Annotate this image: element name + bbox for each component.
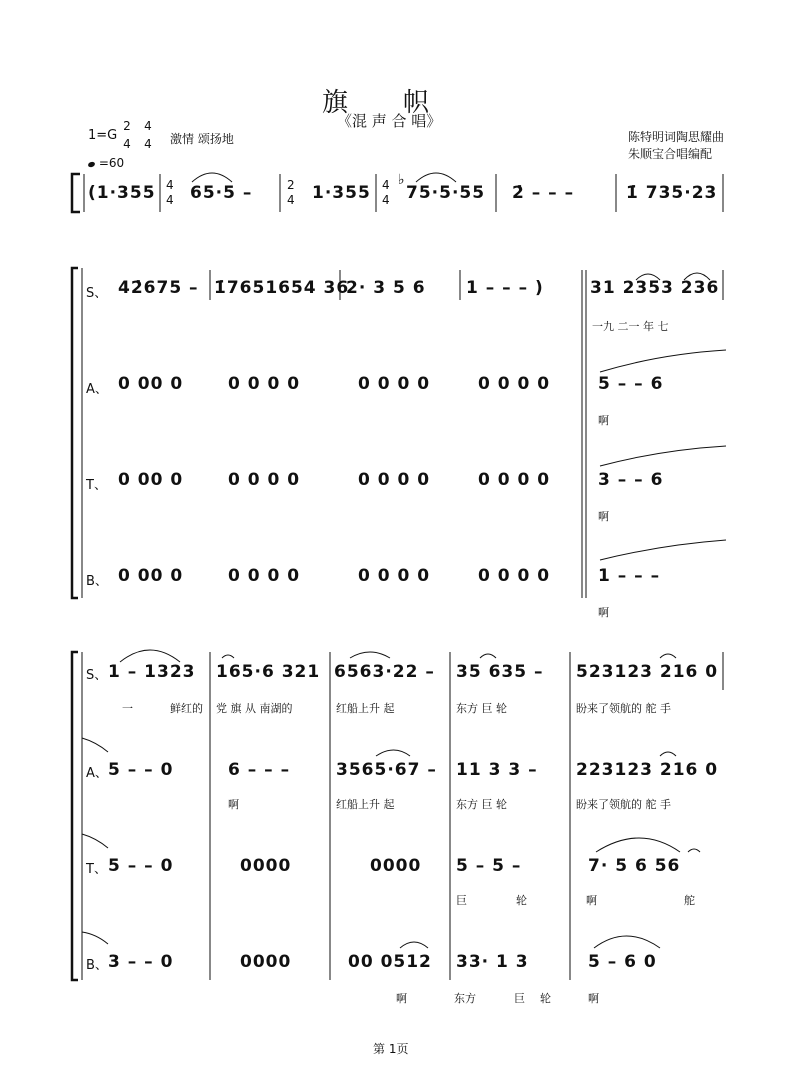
meter-top-2: 4	[144, 119, 152, 133]
s2-bass-lyric: 啊	[598, 606, 609, 619]
s3-tenor-lyric-1: 巨	[456, 894, 467, 907]
sys1-measure-5: 2̇ – – –	[512, 183, 575, 203]
s2-alto-m5: 5 – – 6	[598, 374, 664, 394]
s3-alto-m5: 223123 216 0	[576, 760, 719, 780]
s3-soprano-lyric-1: 一	[122, 702, 133, 715]
voice-label-soprano-3: S、	[86, 668, 108, 683]
s3-tenor-lyric-3: 啊	[586, 894, 597, 907]
credits-arranger: 朱顺宝合唱编配	[628, 147, 713, 161]
s2-alto-m1: 0 00 0	[118, 374, 184, 394]
sys1-measure-2: 65·5 –	[190, 183, 253, 203]
s3-tenor-lyric-2: 轮	[516, 894, 527, 907]
s2-tenor-m1: 0 00 0	[118, 470, 184, 490]
s3-bass-m5: 5 – 6 0	[588, 952, 657, 972]
s3-alto-lyric-1: 啊	[228, 798, 239, 811]
s3-soprano-m1: 1 – 1323	[108, 662, 196, 682]
s2-tenor-m5: 3 – – 6	[598, 470, 664, 490]
s2-soprano-m2: 1̇7651654 36	[214, 278, 350, 298]
s3-bass-lyric-1: 啊	[396, 992, 407, 1005]
voice-label-alto-3: A、	[86, 766, 108, 781]
s3-bass-lyric-2: 东方	[454, 992, 476, 1005]
s2-alto-lyric: 啊	[598, 414, 609, 427]
s2-tenor-m3: 0 0 0 0	[358, 470, 431, 490]
s3-soprano-m3: 6563·22 –	[334, 662, 435, 682]
s3-soprano-lyric-6: 盼来了领航的 舵 手	[576, 702, 671, 715]
s3-tenor-m2: 0000	[240, 856, 292, 876]
s3-bass-m4: 33· 1 3	[456, 952, 529, 972]
s2-soprano-m3: 2· 3 5 6	[346, 278, 426, 298]
s3-bass-lyric-3: 巨	[514, 992, 525, 1005]
s3-soprano-lyric-5: 东方 巨 轮	[456, 702, 507, 715]
meter-bottom-1: 4	[123, 137, 131, 151]
voice-label-soprano: S、	[86, 286, 108, 301]
s2-tenor-m2: 0 0 0 0	[228, 470, 301, 490]
s2-soprano-m1: 42̇675 –	[118, 278, 199, 298]
voice-label-bass: B、	[86, 574, 108, 589]
voice-label-alto: A、	[86, 382, 108, 397]
s3-soprano-m4: 35 635 –	[456, 662, 544, 682]
voice-label-bass-3: B、	[86, 958, 108, 973]
voice-label-tenor-3: T、	[86, 862, 107, 877]
expression-mark: 激情 颂扬地	[170, 132, 234, 146]
s2-bass-m5: 1 – – –	[598, 566, 661, 586]
s3-tenor-m4: 5 – 5 –	[456, 856, 522, 876]
sys1-meter-2: 2 4	[287, 178, 295, 207]
s2-soprano-m5: 31 2353 236	[590, 278, 720, 298]
meter-bottom-2: 4	[144, 137, 152, 151]
sys1-meter-1: 4 4	[166, 178, 174, 207]
s2-alto-m3: 0 0 0 0	[358, 374, 431, 394]
s3-alto-m1: 5 – – 0	[108, 760, 174, 780]
s3-tenor-m3: 0000	[370, 856, 422, 876]
subtitle: 《混 声 合 唱》	[337, 112, 442, 130]
s3-bass-lyric-4: 轮	[540, 992, 551, 1005]
s3-soprano-m5: 523123 216 0	[576, 662, 719, 682]
s3-bass-m3: 00 0512	[348, 952, 432, 972]
s3-alto-lyric-4: 盼来了领航的 舵 手	[576, 798, 671, 811]
s2-alto-m4: 0 0 0 0	[478, 374, 551, 394]
s3-alto-m3: 3565·67 –	[336, 760, 437, 780]
s3-alto-lyric-2: 红船上升 起	[336, 798, 395, 811]
s2-soprano-m4: 1 – – – )	[466, 278, 544, 298]
page-title: 旗 帜	[322, 88, 431, 118]
sys1-measure-3: 1·355	[312, 183, 371, 203]
key-signature: 1=G	[88, 128, 118, 143]
s2-bass-m2: 0 0 0 0	[228, 566, 301, 586]
s3-soprano-lyric-4: 红船上升 起	[336, 702, 395, 715]
s3-bass-lyric-5: 啊	[588, 992, 599, 1005]
s2-alto-m2: 0 0 0 0	[228, 374, 301, 394]
s3-bass-m2: 0000	[240, 952, 292, 972]
s3-alto-m2: 6 – – –	[228, 760, 291, 780]
s3-tenor-lyric-4: 舵	[684, 894, 695, 907]
s3-alto-m4: 11 3 3 –	[456, 760, 538, 780]
page-number: 第 1页	[373, 1042, 409, 1056]
s2-soprano-lyrics: 一九 二一 年 七	[592, 320, 669, 333]
s3-soprano-m2: 165·6 321	[216, 662, 321, 682]
meter-top-1: 2	[123, 119, 131, 133]
s3-bass-m1: 3 – – 0	[108, 952, 174, 972]
s3-soprano-lyric-3: 党 旗 从 南湖的	[216, 702, 293, 715]
sys1-measure-1: (1·355	[88, 183, 156, 203]
s2-tenor-lyric: 啊	[598, 510, 609, 523]
s2-tenor-m4: 0 0 0 0	[478, 470, 551, 490]
s2-bass-m1: 0 00 0	[118, 566, 184, 586]
s3-soprano-lyric-2: 鲜红的	[170, 702, 203, 715]
voice-label-tenor: T、	[86, 478, 107, 493]
s3-tenor-m5: 7· 5 6 56	[588, 856, 681, 876]
s3-alto-lyric-3: 东方 巨 轮	[456, 798, 507, 811]
s3-tenor-m1: 5 – – 0	[108, 856, 174, 876]
sys1-meter-3: 4 4	[382, 178, 390, 207]
credits-composer: 陈特明词陶思耀曲	[628, 130, 725, 144]
sys1-measure-6: 1̇ 735·23	[626, 183, 718, 203]
flat-icon: ♭	[398, 172, 405, 188]
s2-bass-m4: 0 0 0 0	[478, 566, 551, 586]
tempo-value: =60	[98, 156, 125, 170]
sys1-measure-4: 75·5·55	[406, 183, 486, 203]
s2-bass-m3: 0 0 0 0	[358, 566, 431, 586]
